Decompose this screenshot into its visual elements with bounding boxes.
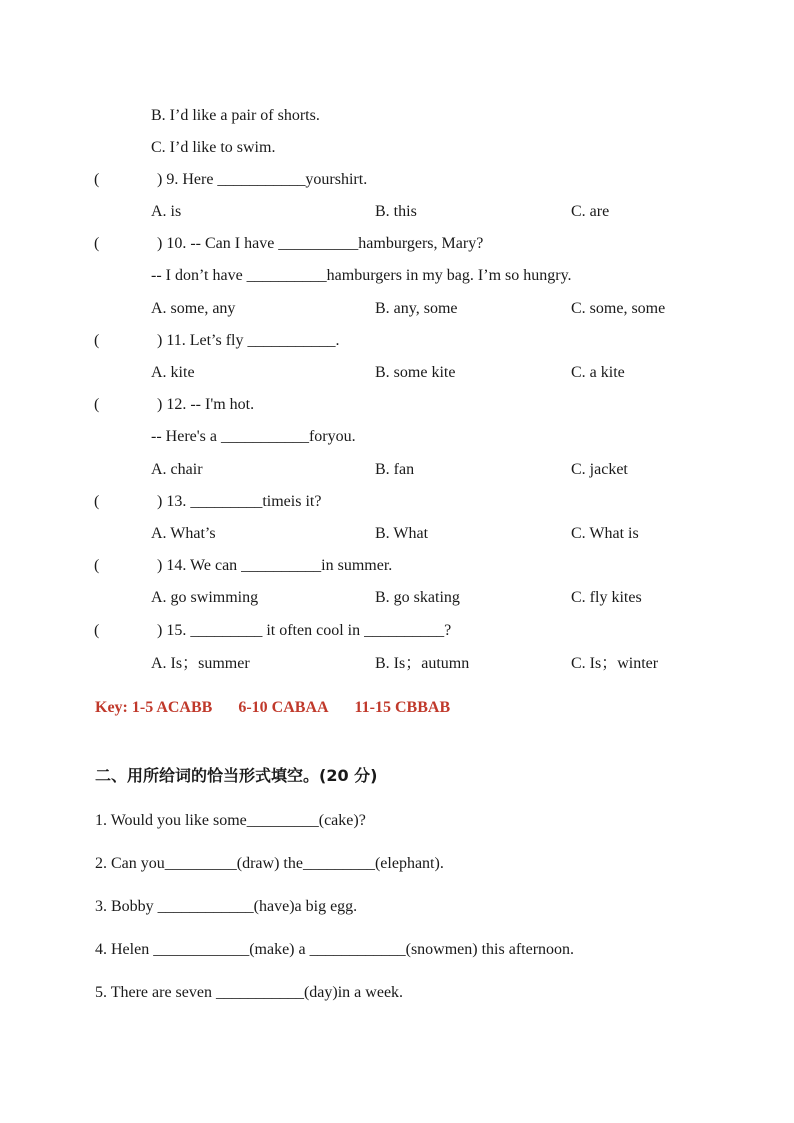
q8-option-c: C. I’d like to swim.	[151, 139, 276, 156]
q9-answer-paren: (	[94, 171, 100, 188]
section-2-heading: 二、用所给词的恰当形式填空。(20 分)	[95, 766, 378, 785]
answer-key-11-15: 11-15 CBBAB	[354, 699, 451, 716]
fill-item-5: 5. There are seven ___________(day)in a week.	[95, 984, 404, 1001]
q13-stem: ) 13. _________timeis it?	[157, 493, 322, 510]
q12-option-b: B. fan	[375, 461, 415, 478]
q9-stem: ) 9. Here ___________yourshirt.	[157, 171, 368, 188]
fill-item-2: 2. Can you_________(draw) the_________(elephant).	[95, 855, 444, 872]
q14-answer-paren: (	[94, 557, 100, 574]
q11-option-c: C. a kite	[571, 364, 625, 381]
answer-key-1-5: Key: 1-5 ACABB	[95, 699, 213, 716]
fill-item-3: 3. Bobby ____________(have)a big egg.	[95, 898, 358, 915]
answer-key	[95, 699, 472, 717]
q15-answer-paren: (	[94, 622, 100, 639]
q12-answer-paren: (	[94, 396, 100, 413]
q10-option-c: C. some, some	[571, 300, 666, 317]
q13-option-b: B. What	[375, 525, 429, 542]
q13-answer-paren: (	[94, 493, 100, 510]
q15-stem: ) 15. _________ it often cool in __________?	[157, 622, 452, 639]
q14-option-b: B. go skating	[375, 589, 460, 606]
q10-option-b: B. any, some	[375, 300, 458, 317]
q13-option-c: C. What is	[571, 525, 639, 542]
q9-option-c: C. are	[571, 203, 610, 220]
q10-option-a: A. some, any	[151, 300, 236, 317]
q10-answer-paren: (	[94, 235, 100, 252]
q14-stem: ) 14. We can __________in summer.	[157, 557, 393, 574]
q10-stem-2: -- I don’t have __________hamburgers in my bag. I’m so hungry.	[151, 267, 572, 284]
fill-item-1: 1. Would you like some_________(cake)?	[95, 812, 366, 829]
q9-option-a: A. is	[151, 203, 182, 220]
q12-option-a: A. chair	[151, 461, 203, 478]
q11-option-a: A. kite	[151, 364, 195, 381]
q10-stem: ) 10. -- Can I have __________hamburgers, Mary?	[157, 235, 484, 252]
q11-stem: ) 11. Let’s fly ___________.	[157, 332, 340, 349]
q15-option-c: C. Is；winter	[571, 655, 659, 672]
q15-option-a: A. Is；summer	[151, 655, 250, 672]
answer-key-6-10: 6-10 CABAA	[238, 699, 329, 716]
q9-option-b: B. this	[375, 203, 417, 220]
q12-option-c: C. jacket	[571, 461, 628, 478]
q14-option-c: C. fly kites	[571, 589, 642, 606]
fill-item-4: 4. Helen ____________(make) a ____________(snowmen) this afternoon.	[95, 941, 575, 958]
q14-option-a: A. go swimming	[151, 589, 259, 606]
q8-option-b: B. I’d like a pair of shorts.	[151, 107, 320, 124]
q11-answer-paren: (	[94, 332, 100, 349]
q13-option-a: A. What’s	[151, 525, 216, 542]
q15-option-b: B. Is；autumn	[375, 655, 470, 672]
q11-option-b: B. some kite	[375, 364, 456, 381]
q12-stem: ) 12. -- I'm hot.	[157, 396, 255, 413]
q12-stem-2: -- Here's a ___________foryou.	[151, 428, 356, 445]
